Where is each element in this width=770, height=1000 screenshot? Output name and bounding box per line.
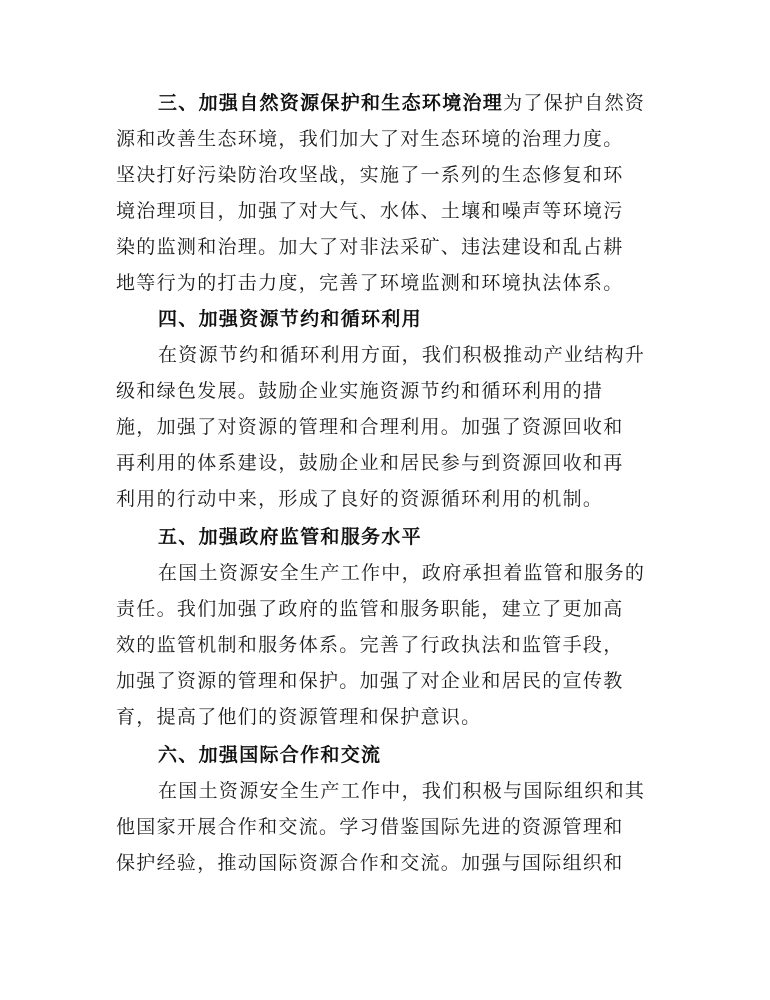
paragraph-line: 源和改善生态环境，我们加大了对生态环境的治理力度。 bbox=[116, 128, 624, 150]
paragraph-line: 坚决打好污染防治攻坚战，实施了一系列的生态修复和环 bbox=[116, 164, 624, 186]
paragraph-line: 级和绿色发展。鼓励企业实施资源节约和循环利用的措 bbox=[116, 380, 604, 402]
paragraph-line: 保护经验，推动国际资源合作和交流。加强与国际组织和 bbox=[116, 852, 624, 874]
paragraph-line: 地等行为的打击力度，完善了环境监测和环境执法体系。 bbox=[116, 272, 624, 294]
section-heading: 五、加强政府监管和服务水平 bbox=[158, 526, 422, 548]
section-heading: 六、加强国际合作和交流 bbox=[158, 744, 382, 766]
paragraph-line: 责任。我们加强了政府的监管和服务职能，建立了更加高 bbox=[116, 598, 624, 620]
paragraph-line: 境治理项目，加强了对大气、水体、土壤和噪声等环境污 bbox=[116, 200, 624, 222]
section-heading: 三、加强自然资源保护和生态环境治理 bbox=[158, 92, 504, 114]
paragraph-line: 在资源节约和循环利用方面，我们积极推动产业结构升 bbox=[158, 344, 646, 366]
section-heading: 四、加强资源节约和循环利用 bbox=[158, 308, 422, 330]
paragraph-line: 他国家开展合作和交流。学习借鉴国际先进的资源管理和 bbox=[116, 816, 624, 838]
paragraph-line bbox=[158, 90, 645, 116]
paragraph-line: 育，提高了他们的资源管理和保护意识。 bbox=[116, 706, 482, 728]
paragraph-text: 为了保护自然资 bbox=[503, 92, 646, 114]
paragraph-line: 在国土资源安全生产工作中，政府承担着监管和服务的 bbox=[158, 562, 646, 584]
paragraph-line: 利用的行动中来，形成了良好的资源循环利用的机制。 bbox=[116, 488, 604, 510]
paragraph-line: 再利用的体系建设，鼓励企业和居民参与到资源回收和再 bbox=[116, 452, 624, 474]
paragraph-line: 在国土资源安全生产工作中，我们积极与国际组织和其 bbox=[158, 780, 646, 802]
paragraph-line: 施，加强了对资源的管理和合理利用。加强了资源回收和 bbox=[116, 416, 624, 438]
paragraph-line: 加强了资源的管理和保护。加强了对企业和居民的宣传教 bbox=[116, 670, 624, 692]
paragraph-line: 染的监测和治理。加大了对非法采矿、违法建设和乱占耕 bbox=[116, 236, 624, 258]
paragraph-line: 效的监管机制和服务体系。完善了行政执法和监管手段， bbox=[116, 634, 624, 656]
